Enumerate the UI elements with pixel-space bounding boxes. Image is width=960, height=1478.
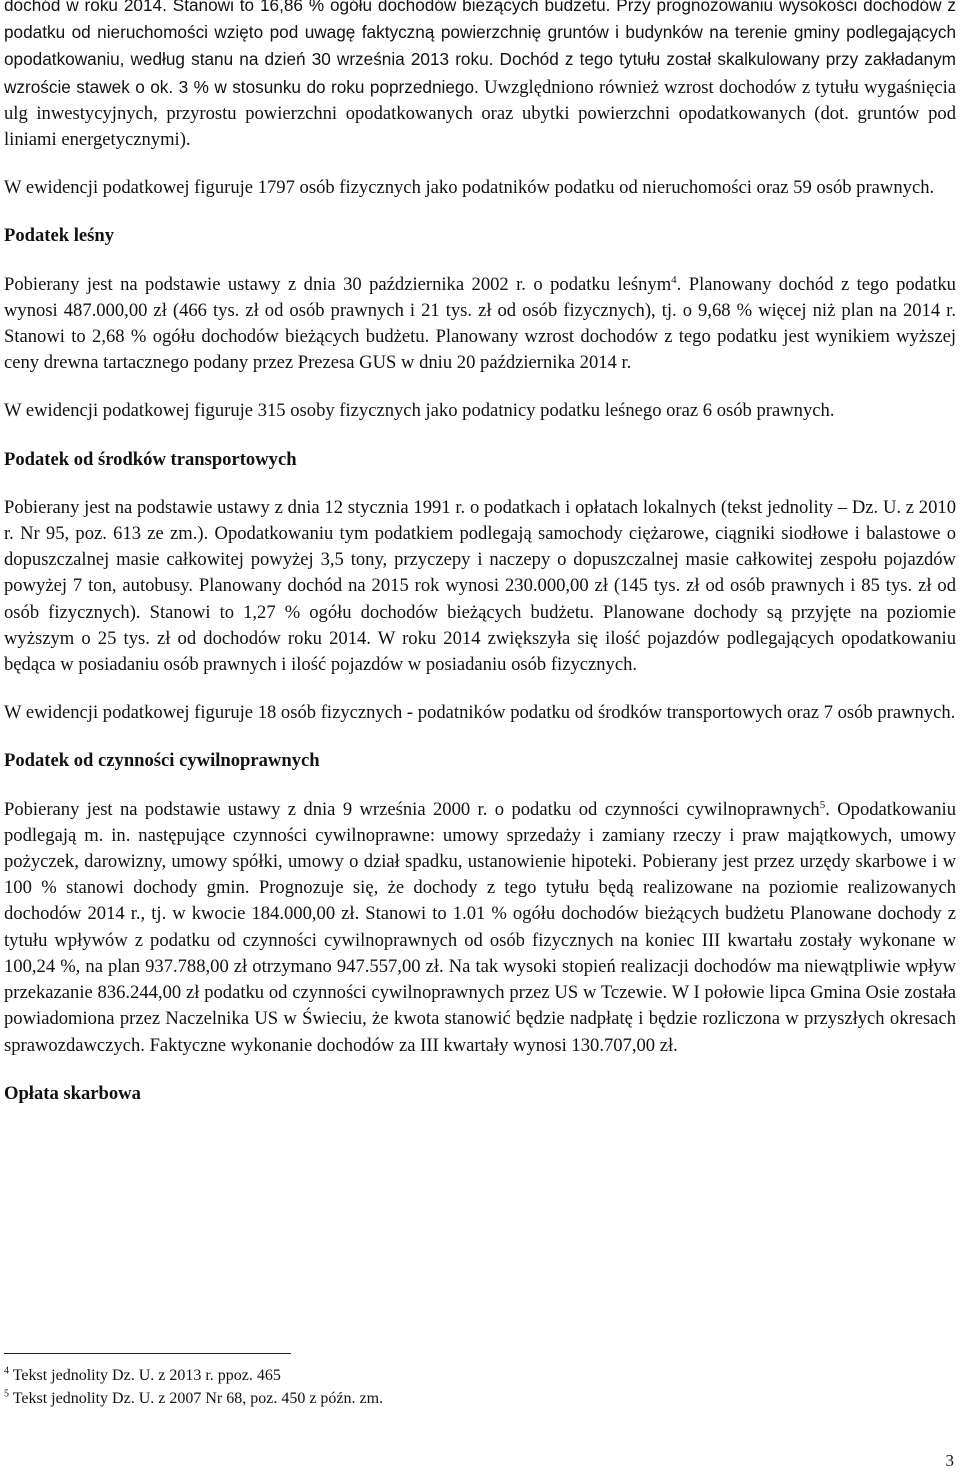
footnote-number: 5: [4, 1388, 9, 1400]
page-content: [4, 0, 956, 1107]
paragraph-forest-tax-register: W ewidencji podatkowej figuruje 315 osoby fizycznych jako podatnicy podatku leśnego oraz 6 osób prawnych.: [4, 400, 835, 422]
footnotes: [4, 1364, 383, 1410]
footnote-ref: 5: [819, 798, 826, 811]
paragraph-property-tax-register: W ewidencji podatkowej figuruje 1797 osób fizycznych jako podatników podatku od nieruchomości oraz 59 osób prawnych.: [4, 177, 935, 199]
paragraph-text: dochód w roku 2014. Stanowi to 16,86 % ogółu dochodów bieżących budżetu. Przy prognozowaniu wysokości dochodów z podatku od nieruchomości wzięto pod uwagę faktyczną powierzchnię gruntów i budynków na terenie gminy podlegających opodatkowaniu, według stanu na dzień 30 września 2013 roku. Dochód z tego tytułu został skalkulowany przy zakładanym wzroście stawek o ok. 3 % w stosunku do roku poprzedniego.: [4, 0, 956, 97]
section-heading-civil-law-tax: Podatek od czynności cywilnoprawnych: [4, 750, 320, 772]
paragraph-text: Pobierany jest na podstawie ustawy z dnia 30 października 2002 r. o podatku leśnym: [4, 273, 672, 295]
paragraph-text: Uwzględniono również wzrost dochodów z tytułu wygaśnięcia ulg inwestycyjnych, przyrostu powierzchni opodatkowanych oraz ubytki powierzchni opodatkowanych (dot. gruntów pod liniami energetycznymi).: [4, 76, 956, 151]
paragraph-text: . Opodatkowaniu podlegają m. in. następujące czynności cywilnoprawne: umowy sprzedaży i zamiany rzeczy i praw majątkowych, umowy pożyczek, darowizny, umowy spółki, umowy o dział spadku, ustanowienie hipoteki. Pobierany jest przez urzędy skarbowe i w 100 % stanowi dochody gmin. Prognozuje się, że dochody z tego tytułu będą realizowane na poziomie realizowanych dochodów 2014 r., tj. w kwocie 184.000,00 zł. Stanowi to 1.01 % ogółu dochodów bieżących budżetu Planowane dochody z tytułu wpływów z podatku od czynności cywilnoprawnych od osób fizycznych na koniec III kwartału zostały wykonane w 100,24 %, na plan 937.788,00 zł otrzymano 947.557,00 zł. Na tak wysoki stopień realizacji dochodów ma niewątpliwie wpływ przekazanie 836.244,00 zł podatku od czynności cywilnoprawnych przez US w Tczewie. W I połowie lipca Gmina Osie została powiadomiona przez Naczelnika US w Świeciu, że kwota stanowić będzie nadpłatę i będzie rozliczona w przyszłych okresach sprawozdawczych. Faktyczne wykonanie dochodów za III kwartały wynosi 130.707,00 zł.: [4, 798, 956, 1056]
footnote-ref: 4: [671, 273, 677, 286]
footnote: [4, 1364, 383, 1387]
paragraph-transport-tax-register: W ewidencji podatkowej figuruje 18 osób fizycznych - podatników podatku od środków transportowych oraz 7 osób prawnych.: [4, 702, 956, 724]
footnote-separator: [4, 1353, 291, 1354]
footnote: [4, 1387, 383, 1410]
paragraph-transport-tax: Pobierany jest na podstawie ustawy z dnia 12 stycznia 1991 r. o podatkach i opłatach lokalnych (tekst jednolity – Dz. U. z 2010 r. Nr 95, poz. 613 ze zm.). Opodatkowaniu tym podatkiem podlegają samochody ciężarowe, ciągniki siodłowe i balastowe o dopuszczalnej masie całkowitej powyżej 3,5 tony, przyczepy i naczepy o dopuszczalnej masie całkowitej zespołu pojazdów powyżej 7 ton, autobusy. Planowany dochód na 2015 rok wynosi 230.000,00 zł (145 tys. zł od osób prawnych i 85 tys. zł od osób fizycznych). Stanowi to 1,27 % ogółu dochodów bieżących budżetu. Planowane dochody są przyjęte na poziomie wyższym o 25 tys. zł od dochodów roku 2014. W roku 2014 zwiększyła się ilość pojazdów podlegających opodatkowaniu będąca w posiadaniu osób prawnych i ilość pojazdów w posiadaniu osób fizycznych.: [4, 496, 956, 676]
section-heading-stamp-duty: Opłata skarbowa: [4, 1082, 141, 1104]
footnote-number: 4: [4, 1365, 9, 1377]
paragraph-text: . Planowany dochód z tego podatku wynosi 487.000,00 zł (466 tys. zł od osób prawnych i 21 tys. zł od osób fizycznych), tj. o 9,68 % więcej niż plan na 2014 r. Stanowi to 2,68 % ogółu dochodów bieżących budżetu. Planowany wzrost dochodów z tego podatku jest wynikiem wyższej ceny drewna tartacznego podany przez Prezesa GUS w dniu 20 października 2014 r.: [4, 273, 956, 374]
paragraph-property-tax-income: [4, 0, 956, 153]
paragraph-civil-law-tax: [4, 797, 956, 1059]
paragraph-text: Pobierany jest na podstawie ustawy z dnia 9 września 2000 r. o podatku od czynności cywilnoprawnych: [4, 798, 820, 820]
page-number: 3: [945, 1451, 954, 1470]
section-heading-transport-tax: Podatek od środków transportowych: [4, 448, 297, 470]
paragraph-forest-tax: [4, 272, 956, 377]
footnote-text: Tekst jednolity Dz. U. z 2007 Nr 68, poz. 450 z późn. zm.: [12, 1390, 384, 1407]
footnote-text: Tekst jednolity Dz. U. z 2013 r. ppoz. 465: [12, 1367, 281, 1384]
section-heading-forest-tax: Podatek leśny: [4, 225, 115, 247]
